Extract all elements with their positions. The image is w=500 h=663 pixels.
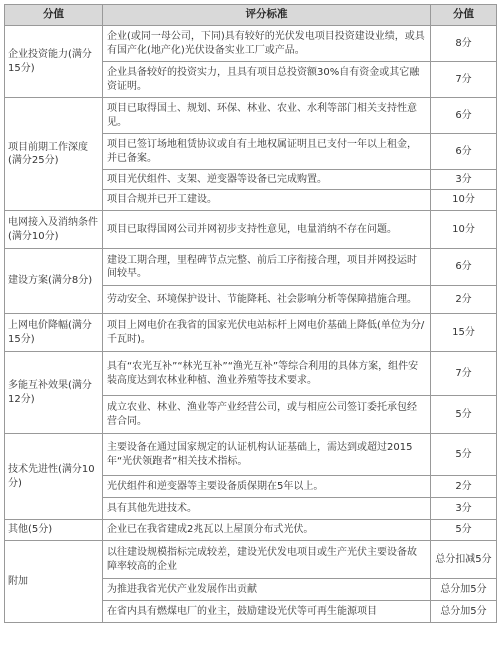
criteria-cell: 为推进我省光伏产业发展作出贡献: [103, 579, 431, 601]
criteria-cell: 项目已签订场地租赁协议或自有土地权属证明且已支付一年以上租金，并已备案。: [103, 134, 431, 170]
header-score: 分值: [431, 5, 497, 26]
table-row: [5, 434, 497, 476]
score-cell: 7分: [431, 352, 497, 396]
header-criteria: 评分标准: [103, 5, 431, 26]
table-row: [5, 98, 497, 134]
header-row: [5, 5, 497, 26]
table-row: [5, 520, 497, 541]
category-cell: 多能互补效果(满分12分): [5, 352, 103, 434]
criteria-cell: 具有其他先进技术。: [103, 498, 431, 520]
criteria-cell: 以往建设规模指标完成较差，建设光伏发电项目或生产光伏主要设备故障率较高的企业: [103, 541, 431, 579]
criteria-cell: 企业具备较好的投资实力，且具有项目总投资额30%自有资金或其它融资证明。: [103, 62, 431, 98]
criteria-cell: 具有“农光互补”“林光互补”“渔光互补”等综合利用的具体方案，组件安装高度达到农林业种植、渔业养殖等技术要求。: [103, 352, 431, 396]
criteria-cell: 建设工期合理，里程碑节点完整、前后工序衔接合理，项目并网投运时间较早。: [103, 249, 431, 286]
criteria-cell: 主要设备在通过国家规定的认证机构认证基础上，需达到或超过2015年“光伏领跑者”相关技术指标。: [103, 434, 431, 476]
score-cell: 10分: [431, 190, 497, 211]
score-cell: 总分加5分: [431, 579, 497, 601]
table-row: [5, 26, 497, 62]
criteria-cell: 项目已取得国土、规划、环保、林业、农业、水利等部门相关支持性意见。: [103, 98, 431, 134]
scoring-table: [4, 4, 497, 623]
category-cell: 上网电价降幅(满分15分): [5, 314, 103, 352]
score-cell: 3分: [431, 498, 497, 520]
criteria-cell: 劳动安全、环境保护设计、节能降耗、社会影响分析等保障措施合理。: [103, 286, 431, 314]
criteria-cell: 在省内具有燃煤电厂的业主，鼓励建设光伏等可再生能源项目: [103, 601, 431, 623]
criteria-cell: 企业(或同一母公司，下同)具有较好的光伏发电项目投资建设业绩，或具有国产化(地产化)光伏设备实业工厂或产品。: [103, 26, 431, 62]
category-cell: 电网接入及消纳条件(满分10分): [5, 211, 103, 249]
score-cell: 7分: [431, 62, 497, 98]
table-row: [5, 211, 497, 249]
score-cell: 6分: [431, 134, 497, 170]
table-row: [5, 249, 497, 286]
category-cell: 企业投资能力(满分15分): [5, 26, 103, 98]
criteria-cell: 项目光伏组件、支架、逆变器等设备已完成购置。: [103, 170, 431, 190]
category-cell: 建设方案(满分8分): [5, 249, 103, 314]
scoring-table-container: [4, 4, 496, 623]
score-cell: 3分: [431, 170, 497, 190]
header-category: 分值: [5, 5, 103, 26]
category-cell: 其他(5分): [5, 520, 103, 541]
score-cell: 2分: [431, 476, 497, 498]
criteria-cell: 成立农业、林业、渔业等产业经营公司，或与相应公司签订委托承包经营合同。: [103, 396, 431, 434]
score-cell: 5分: [431, 396, 497, 434]
score-cell: 6分: [431, 98, 497, 134]
category-cell: 技术先进性(满分10分): [5, 434, 103, 520]
category-cell: 项目前期工作深度(满分25分): [5, 98, 103, 211]
category-cell: 附加: [5, 541, 103, 623]
score-cell: 15分: [431, 314, 497, 352]
score-cell: 5分: [431, 520, 497, 541]
score-cell: 10分: [431, 211, 497, 249]
criteria-cell: 企业已在我省建成2兆瓦以上屋顶分布式光伏。: [103, 520, 431, 541]
score-cell: 6分: [431, 249, 497, 286]
criteria-cell: 项目已取得国网公司并网初步支持性意见，电量消纳不存在问题。: [103, 211, 431, 249]
table-body: [5, 26, 497, 623]
criteria-cell: 项目上网电价在我省的国家光伏电站标杆上网电价基础上降低(单位为分/千瓦时)。: [103, 314, 431, 352]
score-cell: 2分: [431, 286, 497, 314]
score-cell: 总分扣减5分: [431, 541, 497, 579]
table-row: [5, 541, 497, 579]
table-row: [5, 352, 497, 396]
score-cell: 总分加5分: [431, 601, 497, 623]
criteria-cell: 项目合规并已开工建设。: [103, 190, 431, 211]
table-header: [5, 5, 497, 26]
criteria-cell: 光伏组件和逆变器等主要设备质保期在5年以上。: [103, 476, 431, 498]
table-row: [5, 314, 497, 352]
score-cell: 8分: [431, 26, 497, 62]
score-cell: 5分: [431, 434, 497, 476]
